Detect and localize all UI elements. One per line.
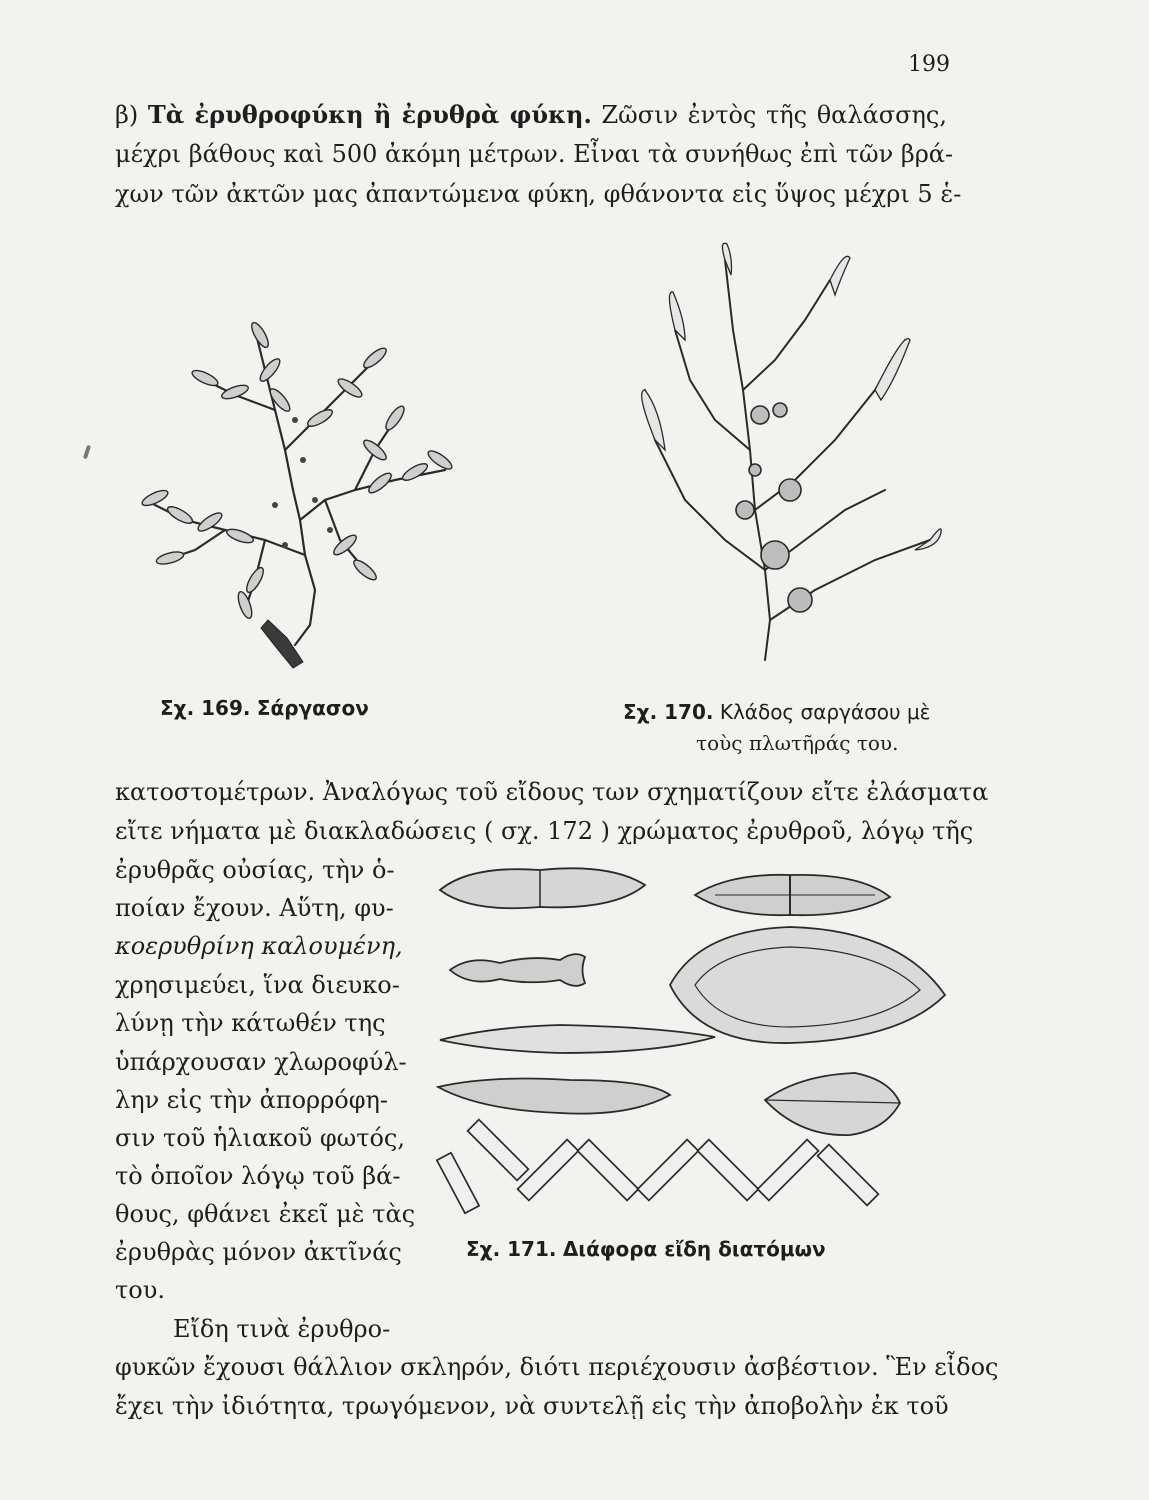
list-label: β) xyxy=(115,101,148,129)
figure-171-number: Σχ. 171. xyxy=(466,1237,557,1261)
figure-169-number: Σχ. 169. xyxy=(160,696,251,720)
intro-line-1-rest: Ζῶσιν ἐντὸς τῆς θαλάσσης, xyxy=(601,101,947,129)
narrow-line-12: του. xyxy=(115,1276,165,1304)
print-smudge xyxy=(83,445,91,460)
narrow-line-8: σιν τοῦ ἡλιακοῦ φωτός, xyxy=(115,1124,406,1152)
figure-170-caption xyxy=(623,700,930,724)
intro-line-1 xyxy=(115,100,947,130)
narrow-line-11: ἐρυθρὰς μόνον ἀκτῖνάς xyxy=(115,1238,402,1266)
section-heading: Τὰ ἐρυθροφύκη ἢ ἐρυθρὰ φύκη. xyxy=(147,100,592,129)
diatoms-illustration xyxy=(430,855,950,1225)
narrow-line-5: λύνῃ τὴν κάτωθέν της xyxy=(115,1009,386,1037)
body-line-4: κατοστομέτρων. Ἀναλόγως τοῦ εἴδους των σχηματίζουν εἴτε ἐλάσματα xyxy=(115,778,989,806)
narrow-line-1: ἐρυθρᾶς οὐσίας, τὴν ὁ- xyxy=(115,856,395,884)
body-line-final-2: ἔχει τὴν ἰδιότητα, τρωγόμενον, νὰ συντελῇ εἰς τὴν ἀποβολὴν ἐκ τοῦ xyxy=(115,1392,949,1420)
body-line-5: εἴτε νήματα μὲ διακλαδώσεις ( σχ. 172 ) χρώματος ἐρυθροῦ, λόγῳ τῆς xyxy=(115,817,974,845)
figure-170-title-line-1: Κλάδος σαργάσου μὲ xyxy=(719,700,931,724)
figure-170-title-line-2: τοὺς πλωτῆράς του. xyxy=(696,731,899,755)
figure-171-caption xyxy=(466,1237,826,1261)
narrow-line-7: λην εἰς τὴν ἀπορρόφη- xyxy=(115,1086,388,1114)
page-number: 199 xyxy=(908,52,950,77)
figure-169-caption xyxy=(160,696,369,720)
sargassum-illustration xyxy=(125,300,485,670)
figure-171-title: Διάφορα εἴδη διατόμων xyxy=(562,1237,826,1261)
narrow-line-10: θους, φθάνει ἐκεῖ μὲ τὰς xyxy=(115,1200,416,1228)
paragraph-2-line-1: Εἴδη τινὰ ἐρυθρο- xyxy=(173,1315,391,1343)
narrow-line-2: ποίαν ἔχουν. Αὕτη, φυ- xyxy=(115,894,394,922)
body-line-final-1: φυκῶν ἔχουσι θάλλιον σκληρόν, διότι περιέχουσιν ἀσβέστιον. Ἓν εἶδος xyxy=(115,1353,999,1381)
narrow-line-4: χρησιμεύει, ἵνα διευκο- xyxy=(115,971,400,999)
narrow-line-6: ὑπάρχουσαν χλωροφύλ- xyxy=(115,1048,407,1076)
figure-169-title: Σάργασον xyxy=(256,696,369,720)
sargassum-branch-illustration xyxy=(615,240,945,670)
narrow-line-3: κοερυθρίνη καλουμένη, xyxy=(115,932,403,960)
intro-line-2: μέχρι βάθους καὶ 500 ἀκόμη μέτρων. Εἶναι τὰ συνήθως ἐπὶ τῶν βρά- xyxy=(115,140,954,168)
figure-170-number: Σχ. 170. xyxy=(623,700,714,724)
intro-line-3: χων τῶν ἀκτῶν μας ἀπαντώμενα φύκη, φθάνοντα εἰς ὕψος μέχρι 5 ἑ- xyxy=(115,180,962,208)
narrow-line-9: τὸ ὁποῖον λόγῳ τοῦ βά- xyxy=(115,1162,401,1190)
